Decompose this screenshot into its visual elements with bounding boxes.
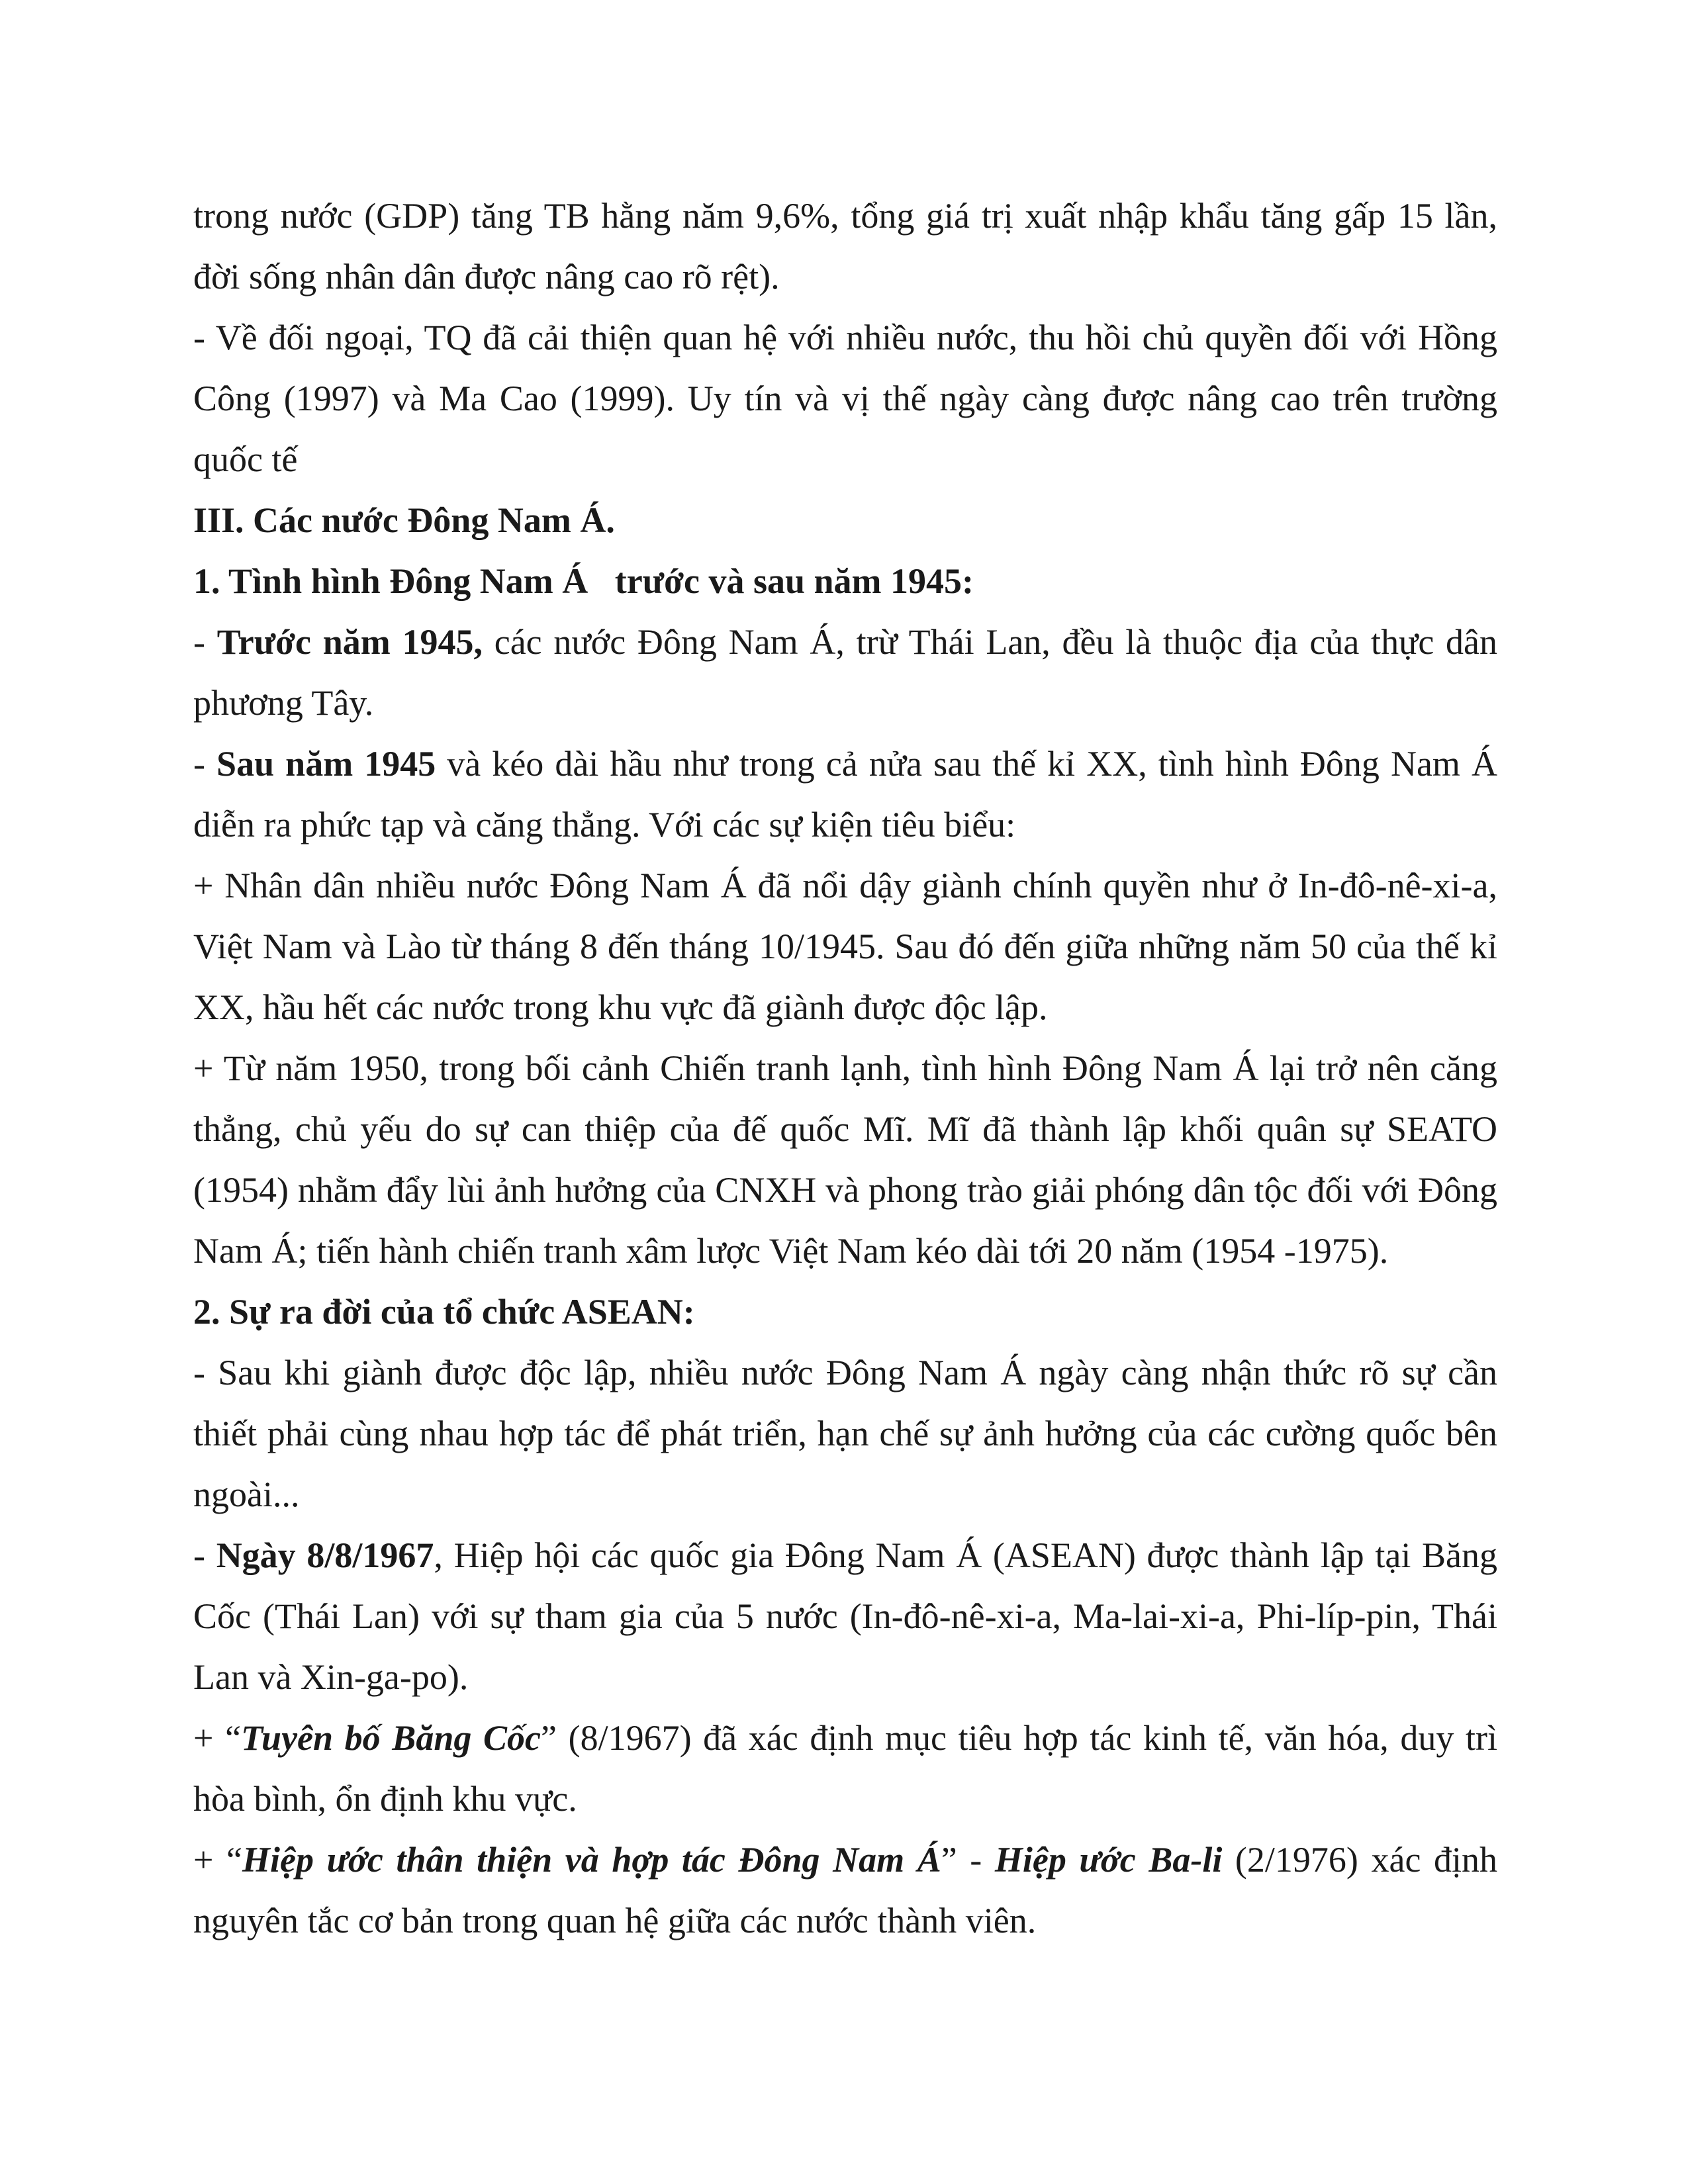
body-text: (2/1976) xác định nguyên tắc cơ bản trong quan hệ giữa các nước thành viên. (193, 1840, 1498, 1940)
bold-italic-phrase: Hiệp ước thân thiện và hợp tác Đông Nam Á (242, 1840, 941, 1880)
prefix-text: - (193, 744, 217, 784)
paragraph-bali-treaty (193, 1829, 1497, 1951)
paragraph-after-1945 (193, 733, 1497, 855)
paragraph-cold-war: + Từ năm 1950, trong bối cảnh Chiến tranh lạnh, tình hình Đông Nam Á lại trở nên căng thẳng, chủ yếu do sự can thiệp của đế quốc Mĩ. Mĩ đã thành lập khối quân sự SEATO (1954) nhằm đẩy lùi ảnh hưởng của CNXH và phong trào giải phóng dân tộc đối với Đông Nam Á; tiến hành chiến tranh xâm lược Việt Nam kéo dài tới 20 năm (1954 -1975). (193, 1048, 1497, 1271)
paragraph-asean-founding (193, 1525, 1497, 1707)
body-text: , Hiệp hội các quốc gia Đông Nam Á (ASEAN) được thành lập tại Băng Cốc (Thái Lan) với sự tham gia của 5 nước (In-đô-nê-xi-a, Ma-lai-xi-a, Phi-líp-pin, Thái Lan và Xin-ga-po). (193, 1535, 1497, 1697)
document-page (193, 185, 1497, 1951)
prefix-text: - (193, 622, 217, 662)
subsection-heading-1: 1. Tình hình Đông Nam Á trước và sau năm 1945: (193, 561, 974, 601)
paragraph-before-1945 (193, 612, 1497, 733)
paragraph-foreign-relations: - Về đối ngoại, TQ đã cải thiện quan hệ với nhiều nước, thu hồi chủ quyền đối với Hồng Công (1997) và Ma Cao (1999). Uy tín và vị thế ngày càng được nâng cao trên trường quốc tế (193, 318, 1497, 479)
paragraph-uprising: + Nhân dân nhiều nước Đông Nam Á đã nổi dậy giành chính quyền như ở In-đô-nê-xi-a, Việt Nam và Lào từ tháng 8 đến tháng 10/1945. Sau đó đến giữa những năm 50 của thế kỉ XX, hầu hết các nước trong khu vực đã giành được độc lập. (193, 866, 1497, 1027)
bold-phrase: Trước năm 1945, (216, 622, 483, 662)
separator-text: ” - (941, 1840, 995, 1880)
paragraph-gdp: trong nước (GDP) tăng TB hằng năm 9,6%, tổng giá trị xuất nhập khẩu tăng gấp 15 lần, đời sống nhân dân được nâng cao rõ rệt). (193, 196, 1497, 296)
subsection-heading-2: 2. Sự ra đời của tổ chức ASEAN: (193, 1292, 695, 1332)
paragraph-bangkok-declaration (193, 1707, 1497, 1829)
bold-phrase: Sau năm 1945 (216, 744, 436, 784)
bold-italic-phrase: Tuyên bố Băng Cốc (241, 1718, 541, 1758)
prefix-text: + “ (193, 1840, 243, 1880)
prefix-text: - (193, 1535, 216, 1575)
bold-phrase: Ngày 8/8/1967 (216, 1535, 434, 1575)
paragraph-awareness: - Sau khi giành được độc lập, nhiều nước Đông Nam Á ngày càng nhận thức rõ sự cần thiết phải cùng nhau hợp tác để phát triển, hạn chế sự ảnh hưởng của các cường quốc bên ngoài... (193, 1353, 1497, 1514)
body-text: ” (8/1967) đã xác định mục tiêu hợp tác kinh tế, văn hóa, duy trì hòa bình, ổn định khu vực. (193, 1718, 1497, 1819)
body-text: các nước Đông Nam Á, trừ Thái Lan, đều là thuộc địa của thực dân phương Tây. (193, 622, 1498, 723)
bold-italic-phrase-2: Hiệp ước Ba-li (994, 1840, 1223, 1880)
section-heading-iii: III. Các nước Đông Nam Á. (193, 500, 615, 540)
body-text: và kéo dài hầu như trong cả nửa sau thế kỉ XX, tình hình Đông Nam Á diễn ra phức tạp và căng thẳng. Với các sự kiện tiêu biểu: (193, 744, 1497, 844)
prefix-text: + “ (193, 1718, 242, 1758)
